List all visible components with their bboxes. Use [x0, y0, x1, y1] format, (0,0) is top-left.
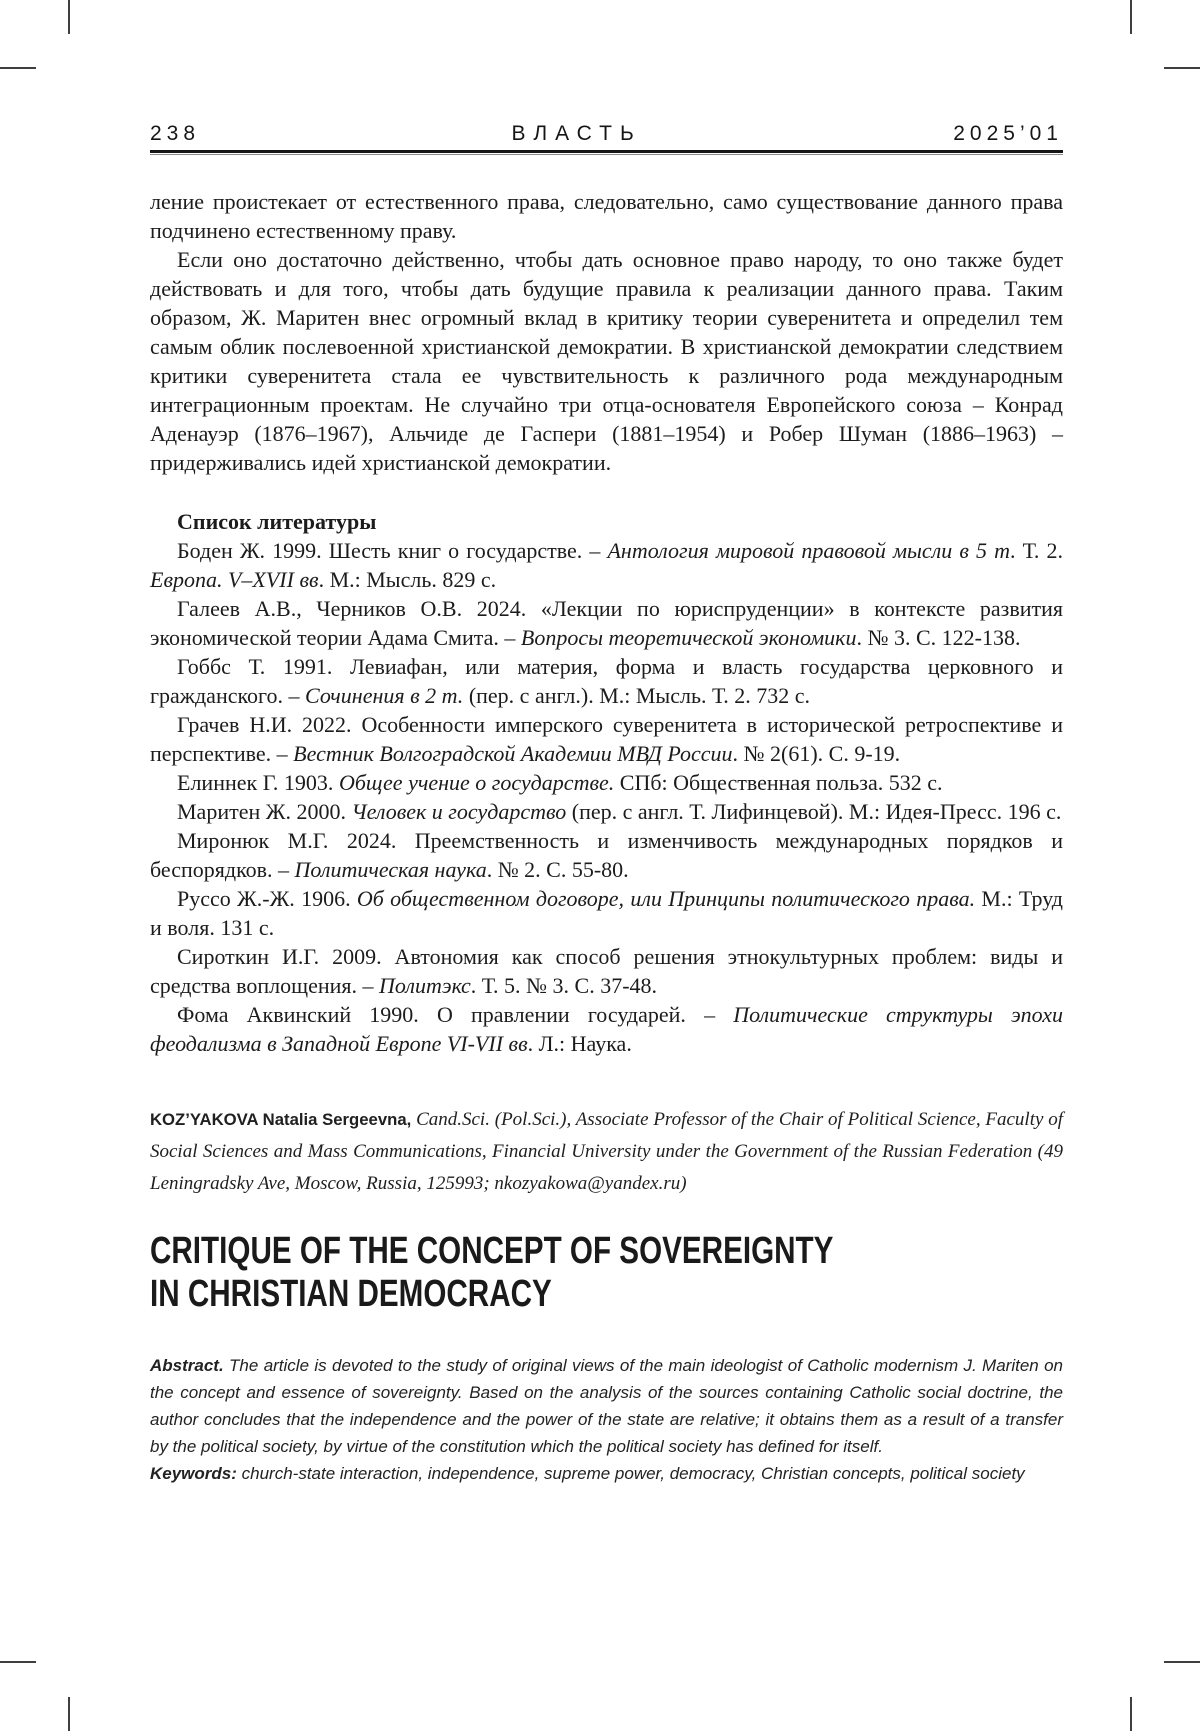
crop-mark-bottom-right-horizontal-icon: [1164, 1661, 1200, 1663]
crop-mark-top-right-horizontal-icon: [1164, 67, 1200, 69]
text-segment: Елиннек Г. 1903.: [177, 770, 339, 795]
text-segment: Человек и государство: [351, 799, 567, 824]
text-segment: Антология мировой правовой мысли в 5 т: [607, 538, 1011, 563]
text-segment: Руссо Ж.-Ж. 1906.: [177, 886, 357, 911]
text-segment: (пер. с англ. Т. Лифинцевой). М.: Идея-Пресс. 196 с.: [566, 799, 1062, 824]
english-title-line: CRITIQUE OF THE CONCEPT OF SOVEREIGNTY: [150, 1230, 834, 1272]
reference-item: [150, 652, 1063, 710]
reference-item: [150, 826, 1063, 884]
reference-item: [150, 797, 1063, 826]
text-segment: The article is devoted to the study of original views of the main ideologist of Catholic modernism J. Mariten on the concept and essence of sovereignty. Based on the analysis of the sources containing Catholic social doctrine, the author concludes that the independence and the power of the state are relative; it obtains them as a result of a transfer by the political society, by virtue of the constitution which the political society has defined for itself.: [150, 1356, 1063, 1456]
body-paragraph: Если оно достаточно действенно, чтобы дать основное право народу, то оно также будет действовать и для того, чтобы дать будущие правила к реализации данного права. Таким образом, Ж. Маритен внес огромный вклад в критику теории суверенитета и определил тем самым облик послевоенной христианской демократии. В христианской демократии следствием критики суверенитета стала ее чувствительность к различного рода международным интеграционным проектам. Не случайно три отца-основателя Европейского союза – Конрад Аденауэр (1876–1967), Альчиде де Гаспери (1881–1954) и Робер Шуман (1886–1963) – придерживались идей христианской демократии.: [150, 247, 1063, 475]
text-segment: Keywords:: [150, 1464, 242, 1483]
page-number: 238: [150, 122, 201, 145]
issue-number: 2025’01: [953, 122, 1063, 145]
english-title-line: IN CHRISTIAN DEMOCRACY: [150, 1273, 552, 1315]
reference-item: [150, 768, 1063, 797]
crop-mark-top-left-horizontal-icon: [0, 67, 36, 69]
body-paragraph: ление проистекает от естественного права, следовательно, само существование данного права подчинено естественному праву.: [150, 189, 1063, 243]
abstract-text: [150, 1352, 1063, 1460]
text-segment: Миронюк М.Г. 2024. Преемственность и изменчивость международных порядков и беспорядков. –: [150, 828, 1063, 882]
references-heading: Список литературы: [177, 509, 377, 534]
text-segment: Политическая наука: [294, 857, 487, 882]
page-content: [150, 0, 1063, 1487]
text-segment: . № 2. С. 55-80.: [486, 857, 629, 882]
crop-mark-top-left-vertical-icon: [68, 0, 70, 34]
header-rule: [150, 150, 1063, 155]
text-segment: . Т. 5. № 3. С. 37-48.: [470, 973, 658, 998]
text-segment: Abstract.: [150, 1356, 230, 1375]
text-segment: . Т. 2.: [1010, 538, 1063, 563]
text-segment: Европа. V–XVII вв: [150, 567, 319, 592]
text-segment: Вопросы теоретической экономики: [520, 625, 857, 650]
text-segment: . № 2(61). С. 9-19.: [732, 741, 901, 766]
reference-item: [150, 594, 1063, 652]
text-segment: Cand.Sci. (Pol.Sci.), Associate Professor of the Chair of Political Science, Faculty of Social Sciences and Mass Communications, Financial University under the Government of the Russian Federation (49 Leningradsky Ave, Moscow, Russia, 125993; nkozyakowa@yandex.ru): [150, 1109, 1063, 1194]
text-segment: Сироткин И.Г. 2009. Автономия как способ решения этнокультурных проблем: виды и средства воплощения. –: [150, 944, 1063, 998]
running-head: [150, 122, 1063, 146]
reference-item: [150, 942, 1063, 1000]
text-segment: . М.: Мысль. 829 с.: [318, 567, 497, 592]
text-segment: Фома Аквинский 1990. О правлении государей. –: [177, 1002, 734, 1027]
english-title: [150, 1230, 1063, 1316]
author-info: [150, 1104, 1063, 1200]
keywords-text: [150, 1460, 1063, 1487]
text-segment: KOZ’YAKOVA Natalia Sergeevna,: [150, 1110, 412, 1129]
text-segment: Об общественном договоре, или Принципы политического права.: [356, 886, 976, 911]
crop-mark-bottom-left-vertical-icon: [68, 1697, 70, 1731]
text-segment: Галеев А.В., Черников О.В. 2024. «Лекции по юриспруденции» в контексте развития экономической теории Адама Смита. –: [150, 596, 1063, 650]
text-segment: church-state interaction, independence, supreme power, democracy, Christian concepts, political society: [241, 1464, 1025, 1483]
reference-list: [150, 536, 1063, 1058]
text-segment: . № 3. С. 122-138.: [856, 625, 1021, 650]
text-segment: Общее учение о государстве.: [338, 770, 615, 795]
body-text: [150, 187, 1063, 477]
text-segment: Маритен Ж. 2000.: [177, 799, 352, 824]
crop-mark-bottom-left-horizontal-icon: [0, 1661, 36, 1663]
abstract-block: [150, 1352, 1063, 1487]
reference-item: [150, 884, 1063, 942]
text-segment: Политэкс: [379, 973, 471, 998]
text-segment: Политические структуры эпохи феодализма в Западной Европе VI-VII вв: [150, 1002, 1063, 1056]
crop-mark-bottom-right-vertical-icon: [1130, 1697, 1132, 1731]
text-segment: М.: Труд и воля. 131 с.: [150, 886, 1063, 940]
reference-item: [150, 536, 1063, 594]
text-segment: Вестник Волгоградской Академии МВД России: [293, 741, 733, 766]
text-segment: . Л.: Наука.: [527, 1031, 632, 1056]
journal-title: ВЛАСТЬ: [511, 122, 642, 145]
text-segment: (пер. с англ.). М.: Мысль. Т. 2. 732 с.: [463, 683, 810, 708]
text-segment: Сочинения в 2 т.: [305, 683, 464, 708]
text-segment: Гоббс Т. 1991. Левиафан, или материя, форма и власть государства церковного и гражданского. –: [150, 654, 1063, 708]
reference-item: [150, 710, 1063, 768]
reference-item: [150, 1000, 1063, 1058]
text-segment: СПб: Общественная польза. 532 с.: [614, 770, 943, 795]
text-segment: Грачев Н.И. 2022. Особенности имперского суверенитета в исторической ретроспективе и перспективе. –: [150, 712, 1063, 766]
crop-mark-top-right-vertical-icon: [1130, 0, 1132, 34]
text-segment: Боден Ж. 1999. Шесть книг о государстве. –: [177, 538, 608, 563]
